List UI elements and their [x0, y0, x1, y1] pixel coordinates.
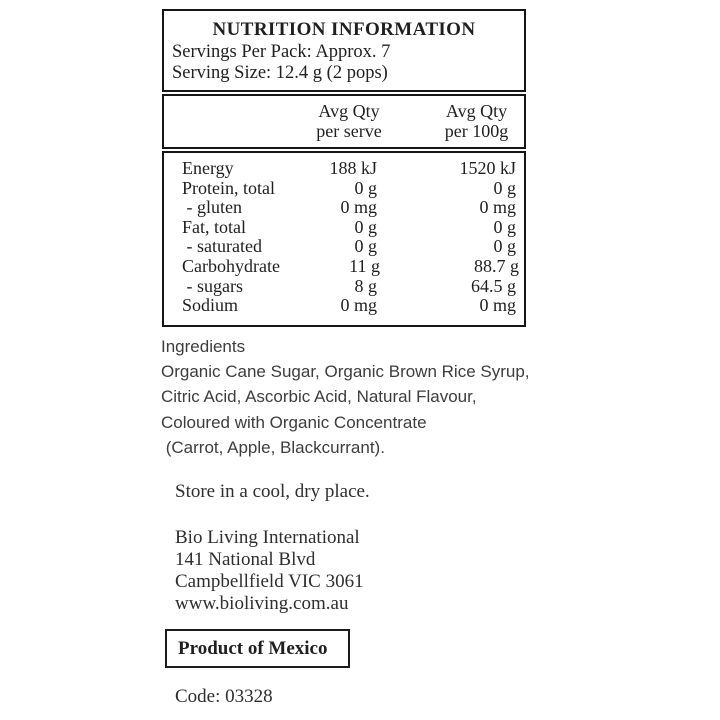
ingredients-line: (Carrot, Apple, Blackcurrant).	[161, 437, 385, 457]
table-row-sugars	[164, 277, 524, 297]
nutrient-label: Sodium	[182, 295, 239, 316]
column-header-line: per serve	[316, 121, 382, 141]
value-per-serve: 0 mg	[340, 295, 377, 316]
value-per-serve: 0 g	[354, 236, 377, 257]
country-of-origin-text: Product of Mexico	[178, 637, 328, 659]
table-row-fat	[164, 218, 524, 238]
value-per-serve: 11 g	[349, 255, 380, 276]
value-per-100g: 1520 kJ	[459, 158, 516, 178]
nutrition-title: NUTRITION INFORMATION	[212, 19, 476, 40]
nutrient-label: Protein, total	[182, 177, 275, 198]
company-address-block	[175, 527, 364, 615]
company-street: 141 National Blvd	[175, 549, 316, 570]
nutrition-information-table	[162, 9, 526, 327]
storage-instruction: Store in a cool, dry place.	[175, 481, 370, 502]
column-header-spacer	[164, 101, 277, 141]
serving-size: Serving Size: 12.4 g (2 pops)	[172, 63, 388, 83]
value-per-serve: 8 g	[354, 275, 377, 296]
column-header-per-serve	[299, 101, 399, 141]
column-header-line: Avg Qty	[445, 101, 508, 121]
value-per-serve: 188 kJ	[329, 158, 377, 178]
company-city: Campbellfield VIC 3061	[175, 571, 364, 592]
servings-per-pack: Servings Per Pack: Approx. 7	[172, 42, 391, 62]
nutrition-header-section	[162, 9, 526, 92]
value-per-serve: 0 g	[354, 216, 377, 237]
ingredients-block	[161, 334, 591, 460]
value-per-100g: 88.7 g	[473, 255, 519, 276]
company-website: www.bioliving.com.au	[175, 593, 349, 614]
nutrition-column-header-section	[162, 94, 526, 149]
nutrition-values-section	[162, 151, 526, 327]
column-header-line: per 100g	[444, 121, 509, 141]
value-per-100g: 0 g	[493, 177, 516, 198]
value-per-100g: 0 g	[493, 236, 516, 257]
nutrient-label: - sugars	[182, 275, 243, 296]
ingredients-line: Citric Acid, Ascorbic Acid, Natural Flavour,	[161, 387, 477, 407]
product-code: Code: 03328	[175, 686, 273, 707]
ingredients-line: Coloured with Organic Concentrate	[161, 412, 427, 432]
value-per-100g: 0 g	[493, 216, 516, 237]
value-per-100g: 0 mg	[479, 295, 516, 316]
table-row-gluten	[164, 198, 524, 218]
column-header-line: Avg Qty	[318, 101, 380, 121]
country-of-origin-box	[165, 629, 350, 668]
table-row-energy	[164, 159, 524, 179]
ingredients-line: Organic Cane Sugar, Organic Brown Rice Syrup,	[161, 362, 530, 382]
ingredients-heading: Ingredients	[161, 337, 246, 356]
nutrient-label: Fat, total	[182, 216, 246, 237]
nutrient-label: Energy	[182, 158, 234, 178]
nutrient-label: - saturated	[182, 236, 262, 257]
value-per-100g: 64.5 g	[471, 275, 516, 296]
value-per-serve: 0 g	[354, 177, 377, 198]
value-per-100g: 0 mg	[479, 197, 516, 218]
table-row-protein	[164, 179, 524, 199]
table-row-saturated	[164, 237, 524, 257]
column-header-per-100g	[407, 101, 546, 141]
nutrient-label: Carbohydrate	[182, 255, 280, 276]
company-name: Bio Living International	[175, 527, 360, 548]
table-row-carbohydrate	[164, 257, 524, 277]
table-row-sodium	[164, 296, 524, 316]
value-per-serve: 0 mg	[340, 197, 377, 218]
nutrient-label: - gluten	[182, 197, 242, 218]
